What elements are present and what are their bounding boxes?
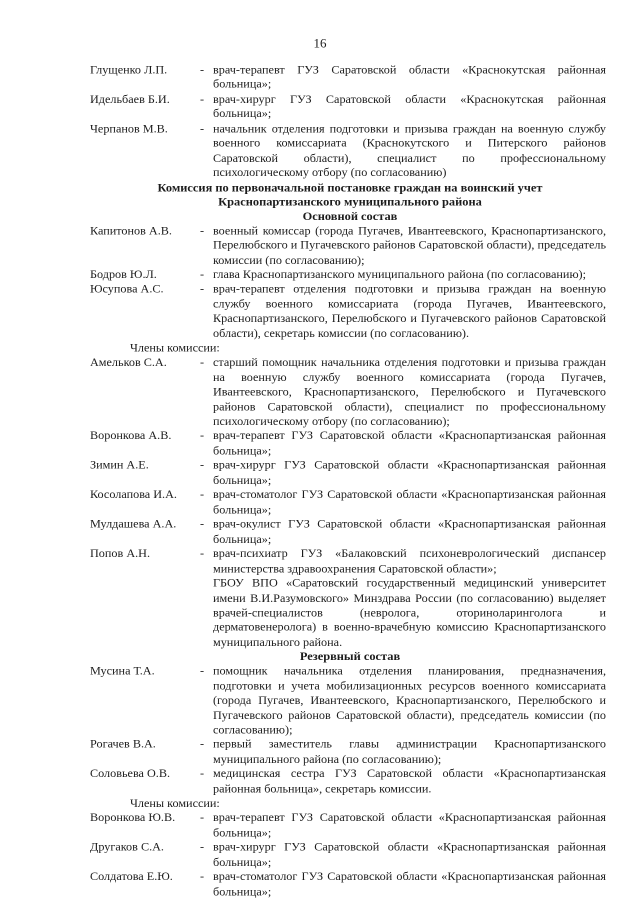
person-position: врач-окулист ГУЗ Саратовской области «Краснопартизанская районная больница»; xyxy=(213,517,606,546)
person-position: врач-стоматолог ГУЗ Саратовской области «Краснопартизанская районная больница»; xyxy=(213,488,606,517)
commission-subtitle: Краснопартизанского муниципального района xyxy=(218,195,482,209)
main-composition-heading: Основной состав xyxy=(302,209,398,223)
person-name: Мусина Т.А. xyxy=(90,664,155,678)
dash: - xyxy=(200,223,205,238)
members-label: Члены комиссии: xyxy=(130,341,220,355)
person-name: Глущенко Л.П. xyxy=(90,62,168,77)
dash: - xyxy=(200,547,205,561)
dash: - xyxy=(200,355,205,369)
person-name: Черпанов М.В. xyxy=(90,121,168,136)
person-position: врач-терапевт ГУЗ Саратовской области «Краснопартизанская районная больница»; xyxy=(213,428,606,458)
members-label: Члены комиссии: xyxy=(130,796,220,810)
dash: - xyxy=(200,870,205,884)
dash: - xyxy=(200,458,205,472)
dash: - xyxy=(200,428,205,443)
person-name: Соловьева О.В. xyxy=(90,767,171,781)
person-position: глава Краснопартизанского муниципального района (по согласованию); xyxy=(213,267,586,281)
person-name: Капитонов А.В. xyxy=(90,223,172,238)
person-position: врач-терапевт отделения подготовки и призыва граждан на военную службу военного комиссариата (города Пугачев, Ивантеевского, Краснопартизанского, Перелюбского и Пугачевского районов Саратовской области), секретарь комиссии (по согласованию). xyxy=(213,282,606,340)
dash: - xyxy=(200,517,205,531)
person-name: Рогачев В.А. xyxy=(90,737,156,751)
person-position: помощник начальника отделения планирования, предназначения, подготовки и учета мобилизационных ресурсов военного комиссариата (города Пугачев, Ивантеевского, Краснопартизанского, Перелюбского и Пугачевского районов Саратовской области), председатель комиссии (по согласованию); xyxy=(213,664,606,737)
commission-title: Комиссия по первоначальной постановке граждан на воинский учет xyxy=(157,180,543,195)
person-position: врач-хирург ГУЗ Саратовской области «Краснопартизанская районная больница»; xyxy=(213,458,606,487)
person-position: первый заместитель главы администрации Краснопартизанского муниципального района (по согласованию); xyxy=(213,737,606,766)
person-position: врач-терапевт ГУЗ Саратовской области «Краснокутская районная больница»; xyxy=(213,62,606,91)
person-position: врач-хирург ГУЗ Саратовской области «Краснокутская районная больница»; xyxy=(213,92,606,121)
person-name: Попов А.Н. xyxy=(90,547,151,561)
person-name: Бодров Ю.Л. xyxy=(90,267,157,281)
person-position: старший помощник начальника отделения подготовки и призыва граждан на военную службу военного комиссариата (города Пугачев, Ивантеевского, Краснопартизанского, Перелюбского и Пугачевского районов Саратовской области), специалист по профессиональному психологическому отбору (по согласованию); xyxy=(213,355,606,428)
dash: - xyxy=(200,737,205,751)
person-name: Амельков С.А. xyxy=(90,355,167,369)
dash: - xyxy=(200,810,205,825)
dash: - xyxy=(200,62,205,77)
page-number: 16 xyxy=(313,36,327,51)
person-position: врач-психиатр ГУЗ «Балаковский психоневрологический диспансер министерства здравоохранения Саратовской области»; ГБОУ ВПО «Саратовский государственный медицинский университет имени В.И.Разумовского» Минздрава России (по согласованию) выделяет врачей-специалистов (невролога, оториноларинголога и дерматовенеролога) в военно-врачебную комиссию Краснопартизанского муниципального района. xyxy=(213,547,606,649)
dash: - xyxy=(200,664,205,678)
dash: - xyxy=(200,840,205,854)
person-name: Мулдашева А.А. xyxy=(90,517,177,531)
person-position: врач-терапевт ГУЗ Саратовской области «Краснопартизанская районная больница»; xyxy=(213,810,606,839)
dash: - xyxy=(200,767,205,781)
person-name: Воронкова А.В. xyxy=(90,428,172,443)
dash: - xyxy=(200,282,205,296)
person-name: Воронкова Ю.В. xyxy=(90,810,176,825)
dash: - xyxy=(200,92,205,106)
person-position: медицинская сестра ГУЗ Саратовской области «Краснопартизанская районная больница», секретарь комиссии. xyxy=(213,767,606,796)
person-position: врач-хирург ГУЗ Саратовской области «Краснопартизанская районная больница»; xyxy=(213,840,606,869)
person-name: Косолапова И.А. xyxy=(90,488,177,502)
person-name: Солдатова Е.Ю. xyxy=(90,870,173,884)
person-name: Идельбаев Б.И. xyxy=(90,92,170,106)
dash: - xyxy=(200,267,205,281)
person-name: Юсупова А.С. xyxy=(90,282,164,296)
person-name: Зимин А.Е. xyxy=(90,458,149,472)
dash: - xyxy=(200,488,205,502)
dash: - xyxy=(200,121,205,136)
person-name: Другаков С.А. xyxy=(90,840,164,854)
person-position: военный комиссар (города Пугачев, Ивантеевского, Краснопартизанского, Перелюбского и Пугачевского районов Саратовской области), председатель комиссии (по согласованию); xyxy=(213,223,607,267)
person-position: врач-стоматолог ГУЗ Саратовской области «Краснопартизанская районная больница»; xyxy=(213,870,606,899)
person-position: начальник отделения подготовки и призыва граждан на военную службу военного комиссариата (Краснокутского и Питерского районов Саратовской области), специалист по профессиональному психологическому отбору (по согласованию) xyxy=(213,121,606,180)
reserve-composition-heading: Резервный состав xyxy=(299,649,401,664)
